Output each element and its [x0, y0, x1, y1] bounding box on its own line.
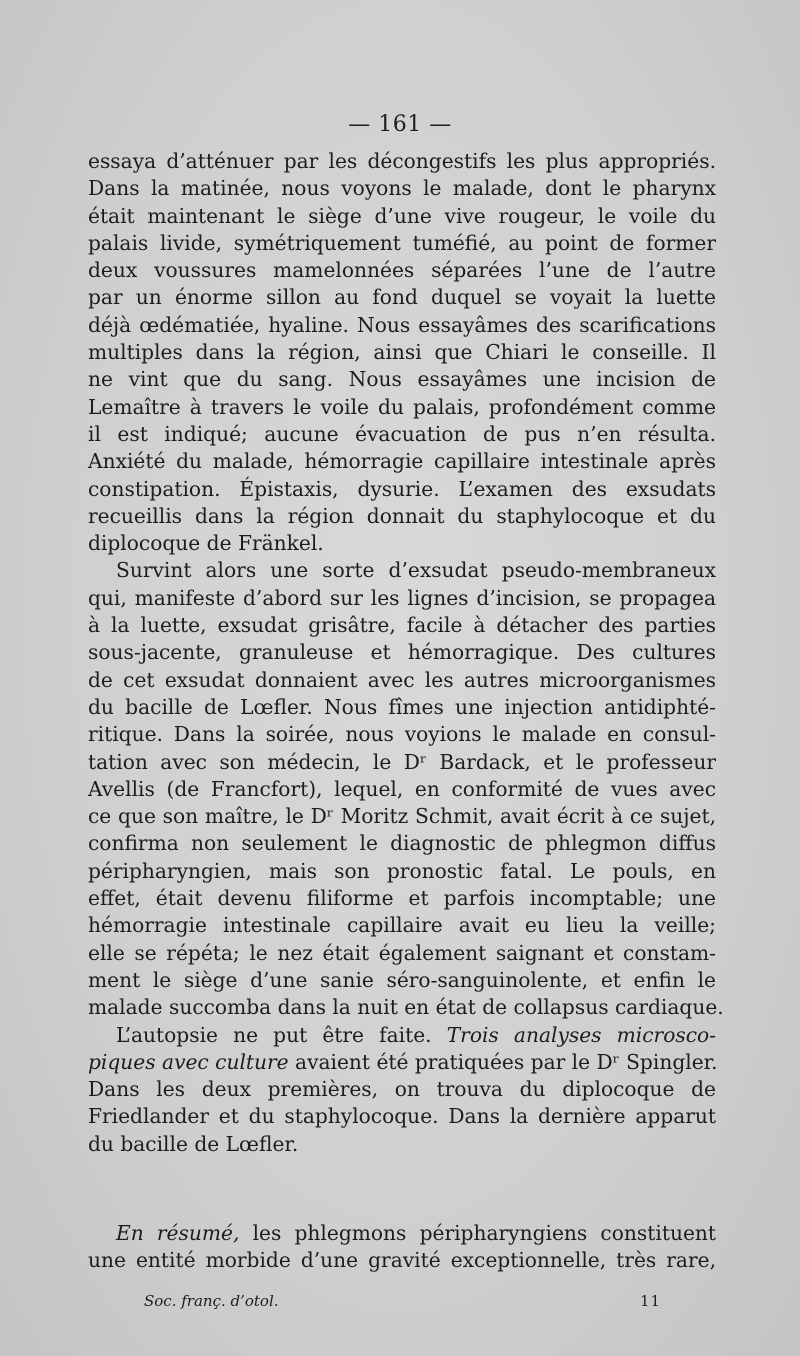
text-line: ce que son maître, le Dʳ Moritz Schmit, avait écrit à ce sujet,	[88, 804, 716, 829]
signature-number: 11	[640, 1292, 662, 1310]
text-line: il est indiqué; aucune évacuation de pus n’en résulta.	[88, 421, 716, 446]
text-line: Dans les deux premières, on trouva du diplocoque de	[88, 1077, 716, 1102]
text-line: du bacille de Lœfler.	[88, 1131, 299, 1156]
text-line: péripharyngien, mais son pronostic fatal. Le pouls, en	[88, 858, 716, 883]
text-line: Friedlander et du staphylocoque. Dans la dernière apparut	[88, 1104, 716, 1129]
text-line	[88, 1049, 716, 1076]
text-line: malade succomba dans la nuit en état de collapsus cardiaque.	[88, 995, 724, 1020]
page-number: — 161 —	[348, 112, 452, 137]
italic-run: piques avec culture	[88, 1049, 289, 1074]
text-line: déjà œdématiée, hyaline. Nous essayâmes des scarifications	[88, 312, 716, 337]
text-line: diplocoque de Fränkel.	[88, 531, 324, 556]
text-line: tation avec son médecin, le Dʳ Bardack, et le professeur	[88, 749, 716, 774]
text-line: Dans la matinée, nous voyons le malade, dont le pharynx	[88, 176, 716, 201]
signature-mark: Soc. franç. d’otol.	[144, 1292, 279, 1310]
text-line: deux voussures mamelonnées séparées l’une de l’autre	[88, 258, 716, 283]
text-line: à la luette, exsudat grisâtre, facile à détacher des parties	[88, 613, 716, 638]
text-run: L’autopsie ne put être faite.	[116, 1022, 447, 1047]
text-line: ment le siège d’une sanie séro-sanguinolente, et enfin le	[88, 967, 716, 992]
text-line: une entité morbide d’une gravité exceptionnelle, très rare,	[88, 1248, 716, 1273]
italic-run: En résumé,	[116, 1221, 240, 1245]
text-line: Survint alors une sorte d’exsudat pseudo-membraneux	[116, 558, 716, 583]
text-line: du bacille de Lœfler. Nous fîmes une injection antidiphté-	[88, 694, 716, 719]
text-run: avaient été pratiquées par le Dʳ Spingler.	[288, 1049, 718, 1074]
text-line: ritique. Dans la soirée, nous voyions le malade en consul-	[88, 722, 716, 747]
text-line	[88, 1218, 716, 1245]
text-line: était maintenant le siège d’une vive rougeur, le voile du	[88, 203, 716, 228]
text-line	[88, 1022, 716, 1049]
text-line: recueillis dans la région donnait du staphylocoque et du	[88, 503, 716, 528]
text-line: Lemaître à travers le voile du palais, profondément comme	[88, 394, 716, 419]
text-line: ne vint que du sang. Nous essayâmes une incision de	[88, 367, 716, 392]
text-line: confirma non seulement le diagnostic de phlegmon diffus	[88, 831, 716, 856]
text-line: Anxiété du malade, hémorragie capillaire intestinale après	[88, 449, 716, 474]
text-run: les phlegmons péripharyngiens constituent	[239, 1221, 717, 1245]
text-line: qui, manifeste d’abord sur les lignes d’incision, se propagea	[88, 585, 716, 610]
text-line: constipation. Épistaxis, dysurie. L’examen des exsudats	[88, 476, 716, 501]
italic-run: Trois analyses microsco-	[446, 1022, 716, 1047]
text-line: sous-jacente, granuleuse et hémorragique. Des cultures	[88, 640, 716, 665]
text-line: par un énorme sillon au fond duquel se voyait la luette	[88, 285, 716, 310]
summary-paragraph	[88, 1218, 716, 1273]
text-line: multiples dans la région, ainsi que Chiari le conseille. Il	[88, 340, 716, 365]
text-line: hémorragie intestinale capillaire avait eu lieu la veille;	[88, 913, 716, 938]
text-line: palais livide, symétriquement tuméfié, au point de former	[88, 230, 716, 255]
text-line: essaya d’atténuer par les décongestifs les plus appropriés.	[88, 149, 716, 173]
text-line: elle se répéta; le nez était également saignant et constam-	[88, 940, 716, 965]
text-line: de cet exsudat donnaient avec les autres microorganismes	[88, 667, 716, 692]
text-line: Avellis (de Francfort), lequel, en conformité de vues avec	[88, 776, 716, 801]
text-line: effet, était devenu filiforme et parfois incomptable; une	[88, 886, 716, 911]
body-text	[88, 148, 724, 1158]
